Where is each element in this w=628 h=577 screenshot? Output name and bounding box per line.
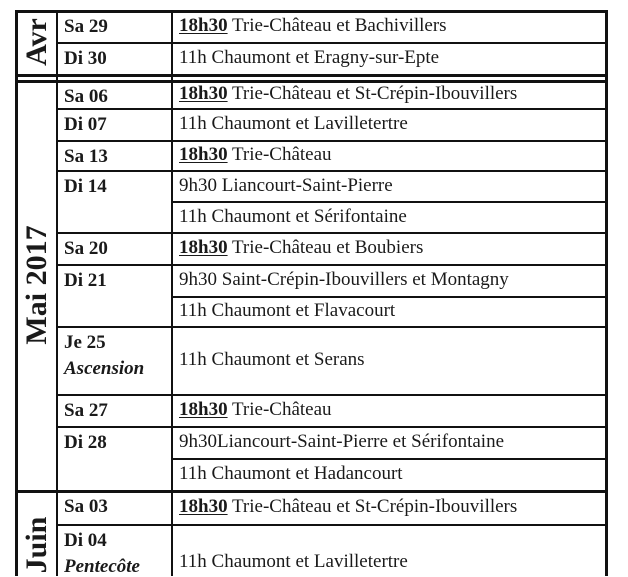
day-label: Sa 20 — [64, 238, 108, 259]
day-label: Je 25 — [64, 332, 106, 353]
day-label: Di 21 — [64, 270, 107, 291]
month-border — [15, 490, 605, 493]
mass-place: 9h30 Saint-Crépin-Ibouvillers et Montagny — [179, 269, 509, 290]
column-border — [56, 10, 58, 576]
mass-place: 11h Chaumont et Serans — [179, 349, 365, 370]
mass-entry — [179, 48, 439, 68]
mass-entry — [179, 497, 517, 517]
mass-entry — [179, 350, 365, 370]
mass-entry — [179, 207, 407, 227]
mass-place: Trie-Château — [227, 144, 332, 165]
row-border — [56, 426, 605, 428]
row-border — [171, 201, 605, 203]
day-label: Di 04 — [64, 530, 107, 551]
row-border — [56, 524, 605, 526]
mass-place: 11h Chaumont et Lavilletertre — [179, 551, 408, 572]
mass-place: 11h Chaumont et Lavilletertre — [179, 113, 408, 134]
mass-entry — [179, 176, 393, 196]
mass-entry — [179, 84, 517, 104]
mass-entry — [179, 552, 408, 572]
mass-time: 18h30 — [179, 15, 228, 36]
row-border — [56, 42, 605, 44]
mass-entry — [179, 114, 408, 134]
row-border — [56, 108, 605, 110]
mass-time: 18h30 — [179, 496, 228, 517]
mass-entry — [179, 400, 332, 420]
day-label: Sa 27 — [64, 400, 108, 421]
mass-place: 9h30Liancourt-Saint-Pierre et Sérifontaine — [179, 431, 505, 452]
mass-time: 18h30 — [179, 144, 228, 165]
mass-entry — [179, 145, 332, 165]
row-border — [56, 264, 605, 266]
row-border — [56, 232, 605, 234]
mass-time: 18h30 — [179, 399, 228, 420]
mass-place: 11h Chaumont et Eragny-sur-Epte — [179, 47, 440, 68]
row-border — [56, 326, 605, 328]
mass-place: Trie-Château et Bachivillers — [227, 15, 447, 36]
mass-entry — [179, 464, 403, 484]
day-label: Sa 03 — [64, 496, 108, 517]
row-border — [56, 170, 605, 172]
mass-place: Trie-Château et St-Crépin-Ibouvillers — [227, 496, 518, 517]
feast-label: Ascension — [64, 358, 145, 379]
day-label: Di 28 — [64, 432, 107, 453]
month-label: Mai 2017 — [19, 225, 53, 345]
mass-entry — [179, 270, 509, 290]
mass-place: Trie-Château et Boubiers — [227, 237, 424, 258]
month-border — [15, 80, 605, 83]
table-border — [15, 10, 18, 576]
mass-time: 18h30 — [179, 237, 228, 258]
table-border — [605, 10, 608, 576]
feast-label: Pentecôte — [64, 556, 140, 577]
month-border — [15, 10, 605, 13]
row-border — [56, 394, 605, 396]
day-label: Di 14 — [64, 176, 107, 197]
mass-entry — [179, 238, 423, 258]
mass-place: 11h Chaumont et Flavacourt — [179, 300, 396, 321]
mass-place: 11h Chaumont et Hadancourt — [179, 463, 403, 484]
row-border — [171, 458, 605, 460]
mass-place: 9h30 Liancourt-Saint-Pierre — [179, 174, 393, 196]
column-border — [171, 10, 173, 576]
mass-place: Trie-Château — [227, 399, 332, 420]
month-label: Avr — [19, 18, 53, 66]
day-label: Sa 29 — [64, 16, 108, 37]
day-label: Sa 06 — [64, 86, 108, 107]
month-label: Juin — [19, 516, 53, 574]
month-border — [15, 74, 605, 77]
mass-entry — [179, 432, 504, 452]
mass-time: 18h30 — [179, 83, 228, 104]
row-border — [56, 140, 605, 142]
mass-entry — [179, 301, 395, 321]
day-label: Di 07 — [64, 114, 107, 135]
mass-entry — [179, 16, 447, 36]
mass-place: 11h Chaumont et Sérifontaine — [179, 205, 407, 227]
day-label: Sa 13 — [64, 146, 108, 167]
day-label: Di 30 — [64, 48, 107, 69]
mass-place: Trie-Château et St-Crépin-Ibouvillers — [227, 83, 518, 104]
row-border — [171, 296, 605, 298]
